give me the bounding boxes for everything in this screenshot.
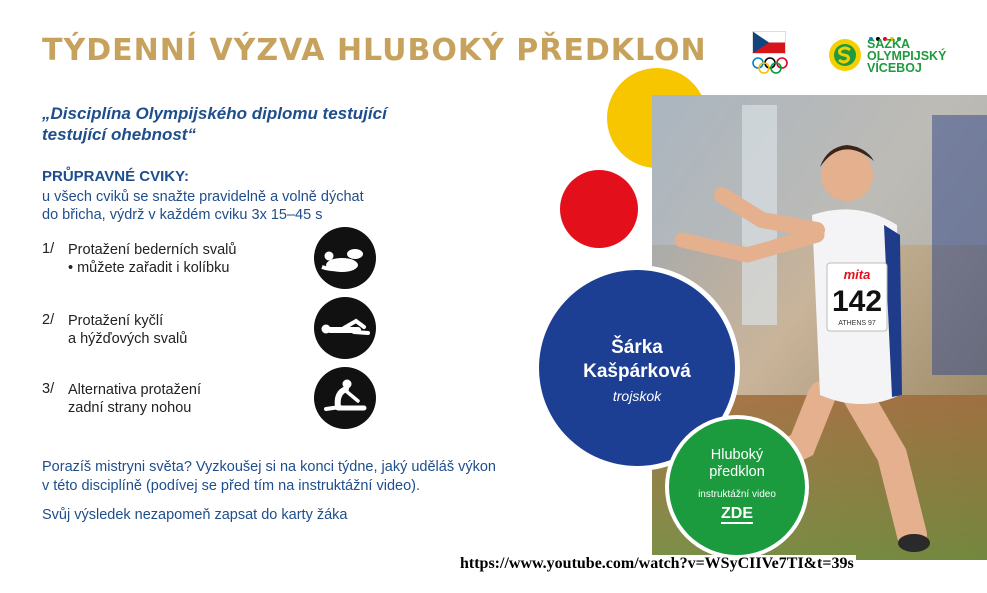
prep-description bbox=[42, 188, 442, 224]
exercise-1-bullet: • můžete zařadit i kolíbku bbox=[68, 260, 230, 276]
exercise-1-text bbox=[68, 241, 236, 277]
page-title: TÝDENNÍ VÝZVA HLUBOKÝ PŘEDKLON bbox=[42, 33, 707, 68]
video-link-label[interactable]: ZDE bbox=[721, 505, 753, 522]
exercise-1-number: 1/ bbox=[42, 241, 55, 257]
bib-sponsor: mita bbox=[843, 267, 871, 282]
intro-quote bbox=[42, 103, 482, 145]
video-badge-title bbox=[669, 447, 805, 481]
quote-line-1: „Disciplína Olympijského diplomu testující bbox=[42, 104, 387, 123]
sazka-line-1: SAZKA bbox=[867, 37, 911, 51]
exercise-3-number: 3/ bbox=[42, 381, 55, 397]
stretch-hamstrings-icon bbox=[314, 367, 376, 429]
exercise-1-line-1: Protažení bederních svalů bbox=[68, 242, 237, 258]
athlete-first-name: Šárka bbox=[611, 337, 663, 358]
sazka-line-2: OLYMPIJSKÝ bbox=[867, 49, 947, 63]
stretch-lower-back-icon bbox=[314, 227, 376, 289]
bib-city: ATHENS 97 bbox=[838, 320, 876, 327]
exercise-2-number: 2/ bbox=[42, 312, 55, 328]
olympic-rings-icon bbox=[751, 57, 789, 75]
exercise-2-line-1: Protažení kyčlí bbox=[68, 313, 164, 329]
stretch-hips-icon bbox=[314, 297, 376, 359]
video-badge[interactable] bbox=[669, 419, 805, 555]
video-badge-line-2: předklon bbox=[709, 464, 765, 480]
prep-line-2: do břicha, výdrž v každém cviku 3x 15–45 s bbox=[42, 207, 323, 223]
athlete-discipline: trojskok bbox=[612, 388, 662, 404]
athlete-name bbox=[539, 336, 735, 384]
record-result-text: Svůj výsledek nezapomeň zapsat do karty žáka bbox=[42, 507, 348, 523]
sazka-brand-text bbox=[867, 38, 946, 74]
athlete-last-name: Kašpárková bbox=[583, 361, 691, 382]
bib-number: 142 bbox=[831, 285, 883, 318]
sazka-line-3: VÍCEBOJ bbox=[867, 61, 922, 75]
czech-flag-icon bbox=[752, 31, 786, 54]
exercise-2-text bbox=[68, 312, 187, 348]
challenge-text bbox=[42, 458, 572, 496]
exercise-2-line-2: a hýžďových svalů bbox=[68, 331, 188, 347]
exercise-3-line-2: zadní strany nohou bbox=[68, 400, 192, 416]
video-badge-caption: instruktážní video bbox=[698, 489, 776, 500]
prep-line-1: u všech cviků se snažte pravidelně a volně dýchat bbox=[42, 189, 364, 205]
prep-heading: PRŮPRAVNÉ CVIKY: bbox=[42, 168, 189, 185]
exercise-3-line-1: Alternativa protažení bbox=[68, 382, 201, 398]
red-circle-decoration bbox=[560, 170, 638, 248]
video-badge-line-1: Hluboký bbox=[710, 447, 764, 463]
exercise-3-text bbox=[68, 381, 201, 417]
challenge-line-2: v této disciplíně (podívej se před tím na instruktážní video). bbox=[42, 478, 420, 494]
video-url[interactable]: https://www.youtube.com/watch?v=WSyCIIVe7TI&t=39s bbox=[460, 555, 854, 572]
quote-line-2: testující ohebnost“ bbox=[42, 125, 196, 144]
challenge-line-1: Porazíš mistryni světa? Vyzkoušej si na konci týdne, jaký uděláš výkon bbox=[42, 459, 496, 475]
video-link[interactable] bbox=[669, 505, 805, 523]
sazka-logo-icon bbox=[828, 38, 862, 72]
